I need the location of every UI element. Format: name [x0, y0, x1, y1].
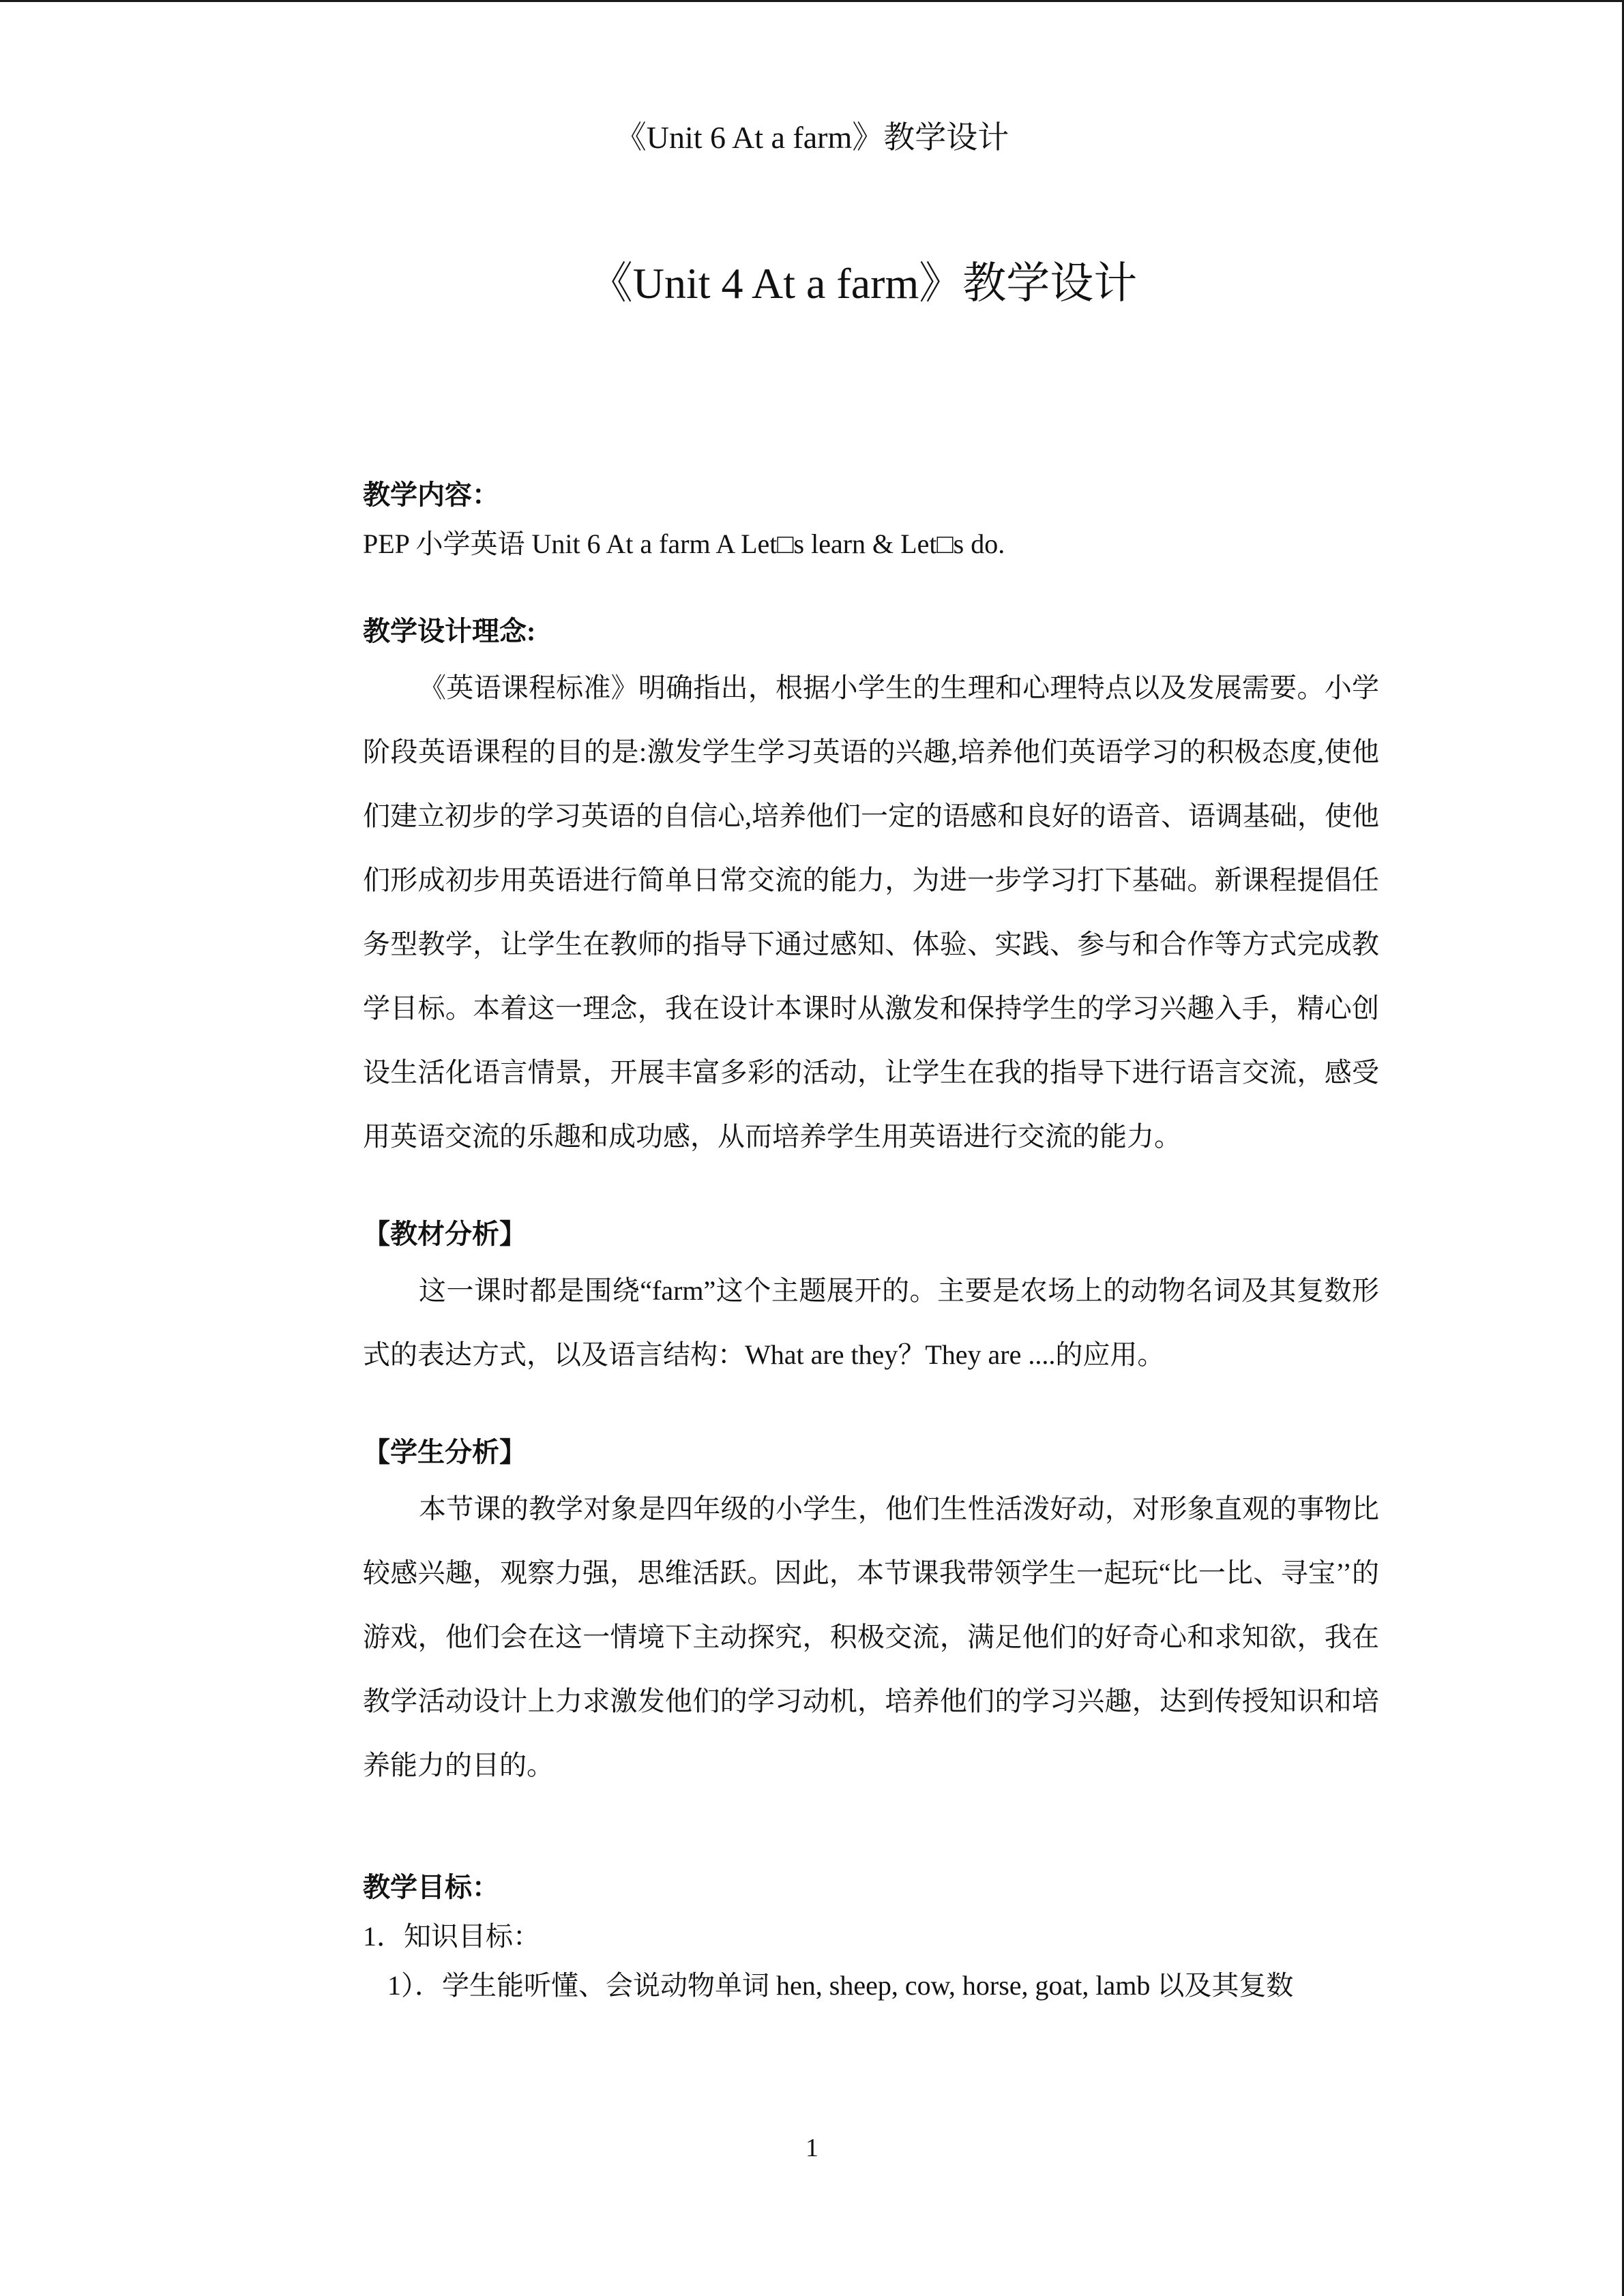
document-body: [363, 471, 1379, 2010]
spacer: [363, 569, 1379, 607]
section-heading-content: 教学内容：: [363, 479, 499, 510]
page-header-title: 《Unit 6 At a farm》教学设计: [615, 120, 1009, 155]
students-paragraph: 本节课的教学对象是四年级的小学生，他们生性活泼好动，对形象直观的事物比较感兴趣，观察力强，思维活跃。因此，本节课我带领学生一起玩“比一比、寻宝’’的游戏，他们会在这一情境下主动探究，积极交流，满足他们的好奇心和求知欲，我在教学活动设计上力求激发他们的学习动机，培养他们的学习兴趣，达到传授知识和培养能力的目的。: [363, 1493, 1379, 1780]
page-number: 1: [806, 2134, 818, 2162]
section-heading-material: 【教材分析】: [363, 1219, 527, 1249]
spacer: [363, 1169, 1379, 1210]
document-title: 《Unit 4 At a farm》教学设计: [589, 259, 1138, 308]
section-heading-concept: 教学设计理念:: [363, 616, 536, 646]
top-border-line: [0, 0, 1624, 2]
content-text: PEP 小学英语 Unit 6 At a farm A Let□s learn & Let□s do.: [363, 528, 1005, 559]
spacer: [363, 1798, 1379, 1863]
concept-paragraph: 《英语课程标准》明确指出，根据小学生的生理和心理特点以及发展需要。小学阶段英语课程的目的是:激发学生学习英语的兴趣,培养他们英语学习的积极态度,使他们建立初步的学习英语的自信心,培养他们一定的语感和良好的语音、语调基础，使他们形成初步用英语进行简单日常交流的能力，为进一步学习打下基础。新课程提倡任务型教学，让学生在教师的指导下通过感知、体验、实践、参与和合作等方式完成教学目标。本着这一理念，我在设计本课时从激发和保持学生的学习兴趣入手，精心创设生活化语言情景，开展丰富多彩的活动，让学生在我的指导下进行语言交流，感受用英语交流的乐趣和成功感，从而培养学生用英语进行交流的能力。: [363, 672, 1379, 1152]
spacer: [363, 1387, 1379, 1428]
section-heading-objectives: 教学目标：: [363, 1872, 499, 1903]
objective-item-knowledge: 1．知识目标：: [363, 1921, 540, 1952]
objective-subitem-1: 1）．学生能听懂、会说动物单词 hen, sheep, cow, horse, goat, lamb 以及其复数: [387, 1970, 1294, 2001]
material-paragraph: 这一课时都是围绕“farm”这个主题展开的。主要是农场上的动物名词及其复数形式的表达方式，以及语言结构：What are they？They are ....的应用。: [363, 1275, 1379, 1370]
section-heading-students: 【学生分析】: [363, 1437, 527, 1467]
